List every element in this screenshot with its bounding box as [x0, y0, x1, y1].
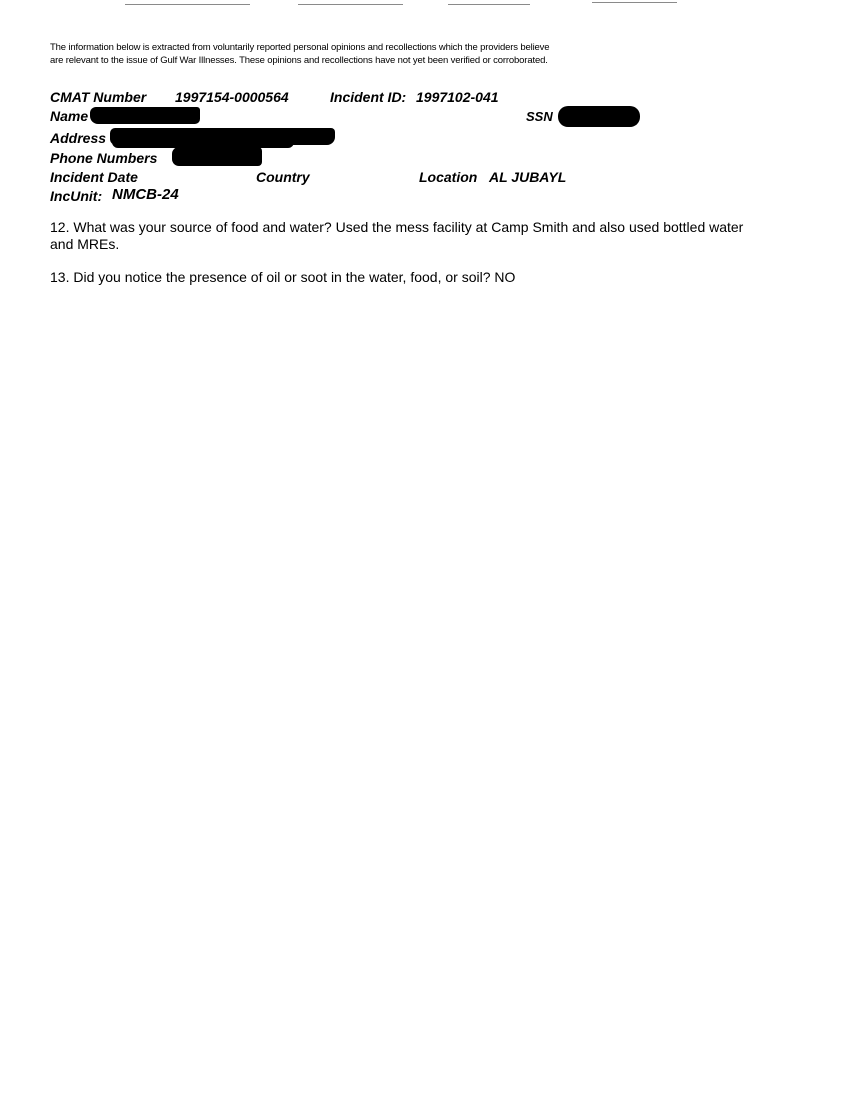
incunit-value: NMCB-24	[112, 186, 179, 203]
question-13: 13. Did you notice the presence of oil or soot in the water, food, or soil? NO	[50, 269, 516, 285]
address-label: Address	[50, 130, 107, 146]
question-12: 12. What was your source of food and water? Used the mess facility at Camp Smith and also used bottled water and MREs.	[50, 219, 744, 252]
ssn-redaction	[558, 106, 640, 127]
incident-date-label: Incident Date	[50, 169, 138, 185]
phone-numbers-label: Phone Numbers	[50, 150, 158, 166]
name-redaction	[90, 107, 200, 124]
name-label: Name	[50, 108, 89, 124]
incunit-label: IncUnit:	[50, 188, 103, 204]
country-label: Country	[256, 169, 310, 185]
location-value: AL JUBAYL	[489, 169, 567, 185]
location-label: Location	[419, 169, 478, 185]
scan-artifact-line	[125, 4, 250, 5]
scan-artifact-line	[298, 4, 403, 5]
ssn-label: SSN	[526, 109, 553, 124]
scan-artifact-line	[448, 4, 530, 5]
cmat-number-value: 1997154-0000564	[175, 89, 289, 105]
incident-id-label: Incident ID:	[330, 89, 407, 105]
disclaimer-text: The information below is extracted from voluntarily reported personal opinions and recollections which the providers believe are relevant to the issue of Gulf War Illnesses. These opinions and recollections have not yet been verified or corroborated.	[50, 42, 550, 66]
cmat-number-label: CMAT Number	[50, 89, 147, 105]
scan-artifact-line	[592, 2, 677, 3]
phone-redaction	[172, 147, 262, 166]
incident-id-value: 1997102-041	[416, 89, 499, 105]
